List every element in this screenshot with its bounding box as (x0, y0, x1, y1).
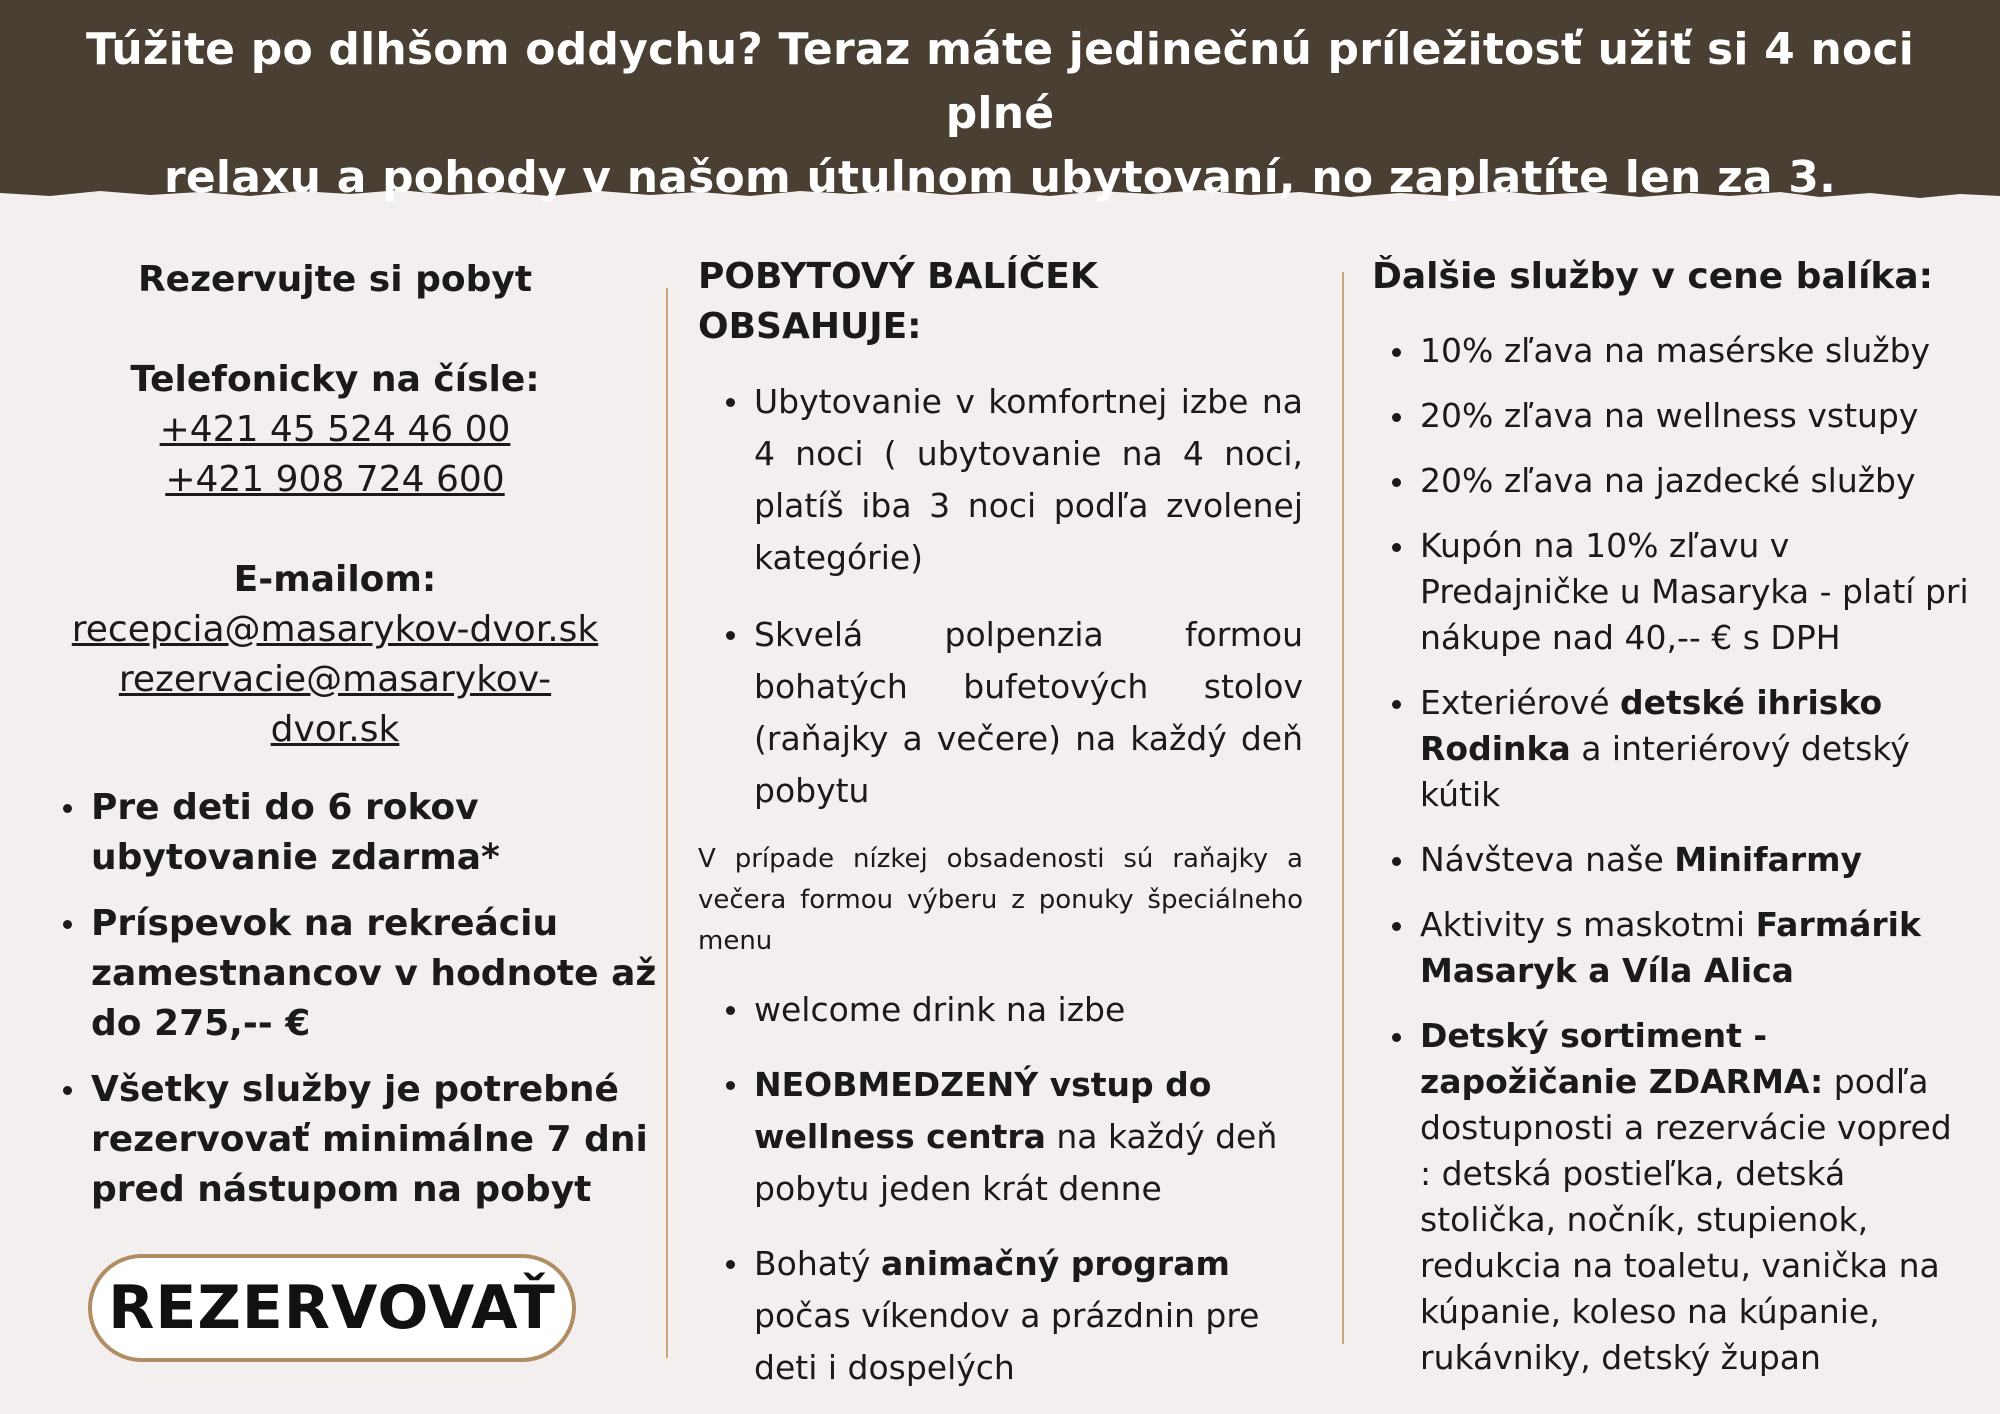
wellness-discount-text: 20% zľava na wellness vstupy (1420, 396, 1919, 435)
header-headline (60, 18, 1940, 210)
list-item (754, 984, 1303, 1036)
phone-link-1[interactable]: +421 45 524 46 00 (159, 409, 511, 450)
list-item (1420, 458, 1972, 504)
header-banner (0, 0, 2000, 210)
email-link-reception[interactable]: recepcia@masarykov-dvor.sk (71, 609, 599, 650)
animation-bold-text: animačný program (880, 1244, 1230, 1283)
divider-right (1342, 272, 1344, 1344)
welcome-drink-text: welcome drink na izbe (754, 990, 1126, 1029)
email-label: E-mailom: (233, 559, 437, 600)
riding-discount-text: 20% zľava na jazdecké služby (1420, 461, 1916, 500)
list-item (1420, 523, 1972, 661)
header-line-1: Túžite po dlhšom oddychu? Teraz máte jedinečnú príležitosť užiť si 4 noci plné (85, 24, 1915, 139)
wellness-rest-text: na každý deň pobytu jeden krát denne (754, 1117, 1278, 1208)
package-title: POBYTOVÝ BALÍČEK OBSAHUJE: (698, 256, 1098, 347)
animation-pre-text: Bohatý (754, 1244, 881, 1283)
minifarm-bold-text: Minifarmy (1674, 840, 1863, 879)
booking-notes-list (55, 783, 681, 1231)
list-item (754, 1238, 1303, 1394)
list-item (1420, 837, 1972, 883)
massage-discount-text: 10% zľava na masérske služby (1420, 331, 1931, 370)
playground-rest-text: a interiérový detský kútik (1420, 729, 1910, 814)
phone-link-2[interactable]: +421 908 724 600 (165, 459, 505, 500)
package-note: V prípade nízkej obsadenosti sú raňajky a večera formou výberu z ponuky špeciálneho menu (698, 844, 1303, 956)
mascot-pre-text: Aktivity s maskotmi (1420, 905, 1756, 944)
reserve-button[interactable]: REZERVOVAŤ (88, 1254, 576, 1362)
package-column (698, 252, 1303, 1394)
list-item (1420, 902, 1972, 994)
package-list-top (698, 376, 1303, 817)
playground-bold-text: detské ihrisko Rodinka (1420, 683, 1883, 768)
services-column (1372, 252, 1972, 1381)
services-list (1372, 328, 1972, 1381)
services-title: Ďalšie služby v cene balíka: (1372, 256, 1934, 297)
list-item (1420, 328, 1972, 374)
list-item (754, 1059, 1303, 1215)
mascot-bold-text: Farmárik Masaryk a Víla Alica (1420, 905, 1921, 990)
email-link-reservations[interactable]: rezervacie@masarykov-dvor.sk (118, 659, 552, 750)
list-item (1420, 680, 1972, 818)
wellness-bold-text: NEOBMEDZENÝ vstup do wellness centra (754, 1065, 1212, 1156)
list-item: Pre deti do 6 rokov ubytovanie zdarma* (91, 783, 681, 883)
animation-rest-text: počas víkendov a prázdnin pre deti i dospelých (754, 1296, 1260, 1387)
phone-label: Telefonicky na čísle: (130, 359, 540, 400)
shop-coupon-text: Kupón na 10% zľavu v Predajničke u Masaryka - platí pri nákupe nad 40,-- € s DPH (1420, 526, 1969, 657)
list-item: Ubytovanie v komfortnej izbe na 4 noci ( ubytovanie na 4 noci, platíš iba 3 noci podľa zvolenej kategórie) (754, 376, 1303, 584)
header-line-2: relaxu a pohody v našom útulnom ubytovaní, no zaplatíte len za 3. (163, 152, 1837, 203)
list-item (1420, 1013, 1972, 1381)
list-item: Skvelá polpenzia formou bohatých bufetových stolov (raňajky a večere) na každý deň pobytu (754, 609, 1303, 817)
list-item: Príspevok na rekreáciu zamestnancov v hodnote až do 275,-- € (91, 899, 681, 1049)
kids-rental-rest-text: podľa dostupnosti a rezervácie vopred : detská postieľka, detská stolička, nočník, stupienok, redukcia na toaletu, vanička na kúpanie, koleso na kúpanie, rukávniky, detský župan (1420, 1062, 1952, 1377)
playground-pre-text: Exteriérové (1420, 683, 1621, 722)
minifarm-pre-text: Návšteva naše (1420, 840, 1675, 879)
kids-rental-bold-text: Detský sortiment - zapožičanie ZDARMA: (1420, 1016, 1824, 1101)
list-item (1420, 393, 1972, 439)
booking-title: Rezervujte si pobyt (137, 259, 533, 300)
booking-column (55, 255, 657, 1210)
list-item: Všetky služby je potrebné rezervovať minimálne 7 dni pred nástupom na pobyt (91, 1065, 681, 1215)
package-list-bottom (698, 984, 1303, 1394)
